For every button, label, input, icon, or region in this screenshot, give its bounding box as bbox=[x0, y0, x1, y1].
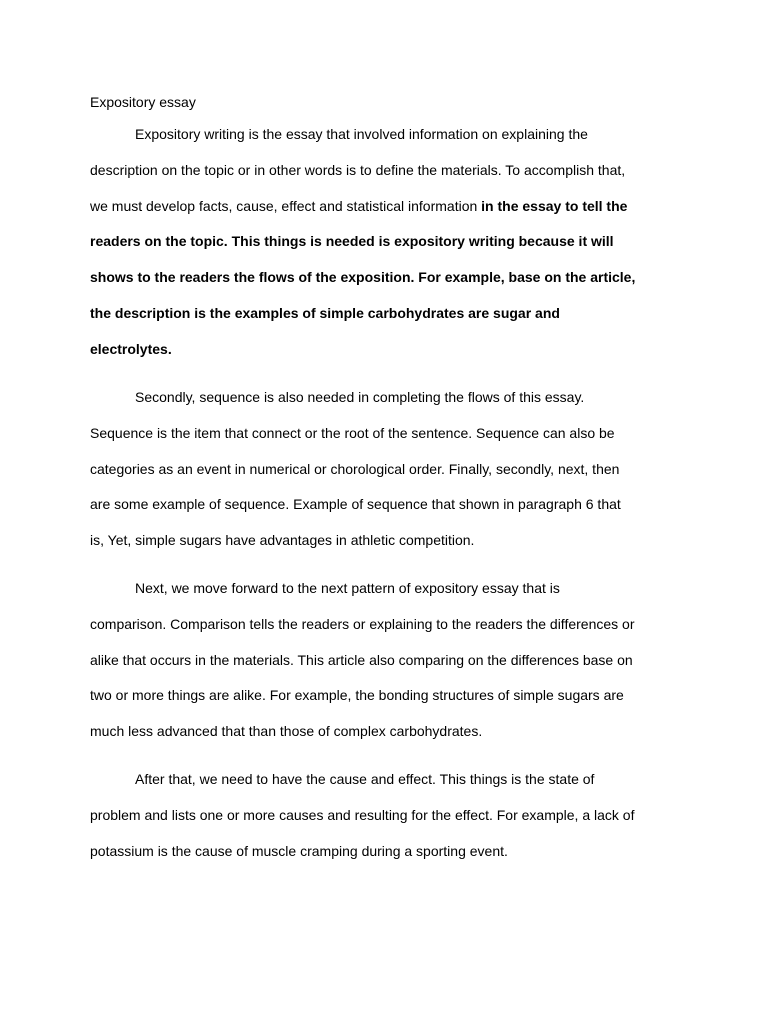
paragraph-sequence bbox=[90, 380, 680, 559]
paragraph-line-bold: shows to the readers the flows of the exposition. For example, base on the article, bbox=[90, 269, 636, 286]
paragraph-line: After that, we need to have the cause and effect. This things is the state of bbox=[135, 771, 595, 787]
paragraph-line bbox=[90, 189, 680, 225]
paragraph-introduction bbox=[90, 117, 680, 368]
paragraph-line-bold: readers on the topic. This things is needed is expository writing because it will bbox=[90, 233, 614, 250]
paragraph-line: is, Yet, simple sugars have advantages in athletic competition. bbox=[90, 532, 475, 549]
paragraph-line-bold: in the essay to tell the bbox=[481, 197, 628, 214]
paragraph-line: are some example of sequence. Example of sequence that shown in paragraph 6 that bbox=[90, 496, 621, 513]
paragraph-line-bold: the description is the examples of simple carbohydrates are sugar and bbox=[90, 304, 560, 321]
paragraph-line: description on the topic or in other words is to define the materials. To accomplish that, bbox=[90, 161, 626, 178]
document-title: Expository essay bbox=[90, 94, 196, 110]
paragraph-line: alike that occurs in the materials. This article also comparing on the differences base on bbox=[90, 651, 633, 668]
paragraph-line: potassium is the cause of muscle cramping during a sporting event. bbox=[90, 842, 508, 859]
paragraph-line: Secondly, sequence is also needed in completing the flows of this essay. bbox=[135, 389, 585, 405]
paragraph-cause-effect bbox=[90, 762, 680, 869]
paragraph-line: much less advanced that than those of complex carbohydrates. bbox=[90, 723, 483, 740]
paragraph-line: Sequence is the item that connect or the root of the sentence. Sequence can also be bbox=[90, 424, 615, 441]
paragraph-line: two or more things are alike. For example, the bonding structures of simple sugars are bbox=[90, 687, 624, 704]
paragraph-line: Next, we move forward to the next pattern of expository essay that is bbox=[135, 580, 560, 596]
paragraph-line: Expository writing is the essay that involved information on explaining the bbox=[135, 126, 588, 142]
paragraph-line: categories as an event in numerical or chorological order. Finally, secondly, next, then bbox=[90, 460, 620, 477]
paragraph-line: problem and lists one or more causes and resulting for the effect. For example, a lack of bbox=[90, 806, 635, 823]
paragraph-line: comparison. Comparison tells the readers or explaining to the readers the differences or bbox=[90, 615, 635, 632]
paragraph-line-bold: electrolytes. bbox=[90, 340, 172, 357]
paragraph-line-regular: we must develop facts, cause, effect and statistical information bbox=[90, 197, 482, 214]
paragraph-comparison bbox=[90, 571, 680, 750]
